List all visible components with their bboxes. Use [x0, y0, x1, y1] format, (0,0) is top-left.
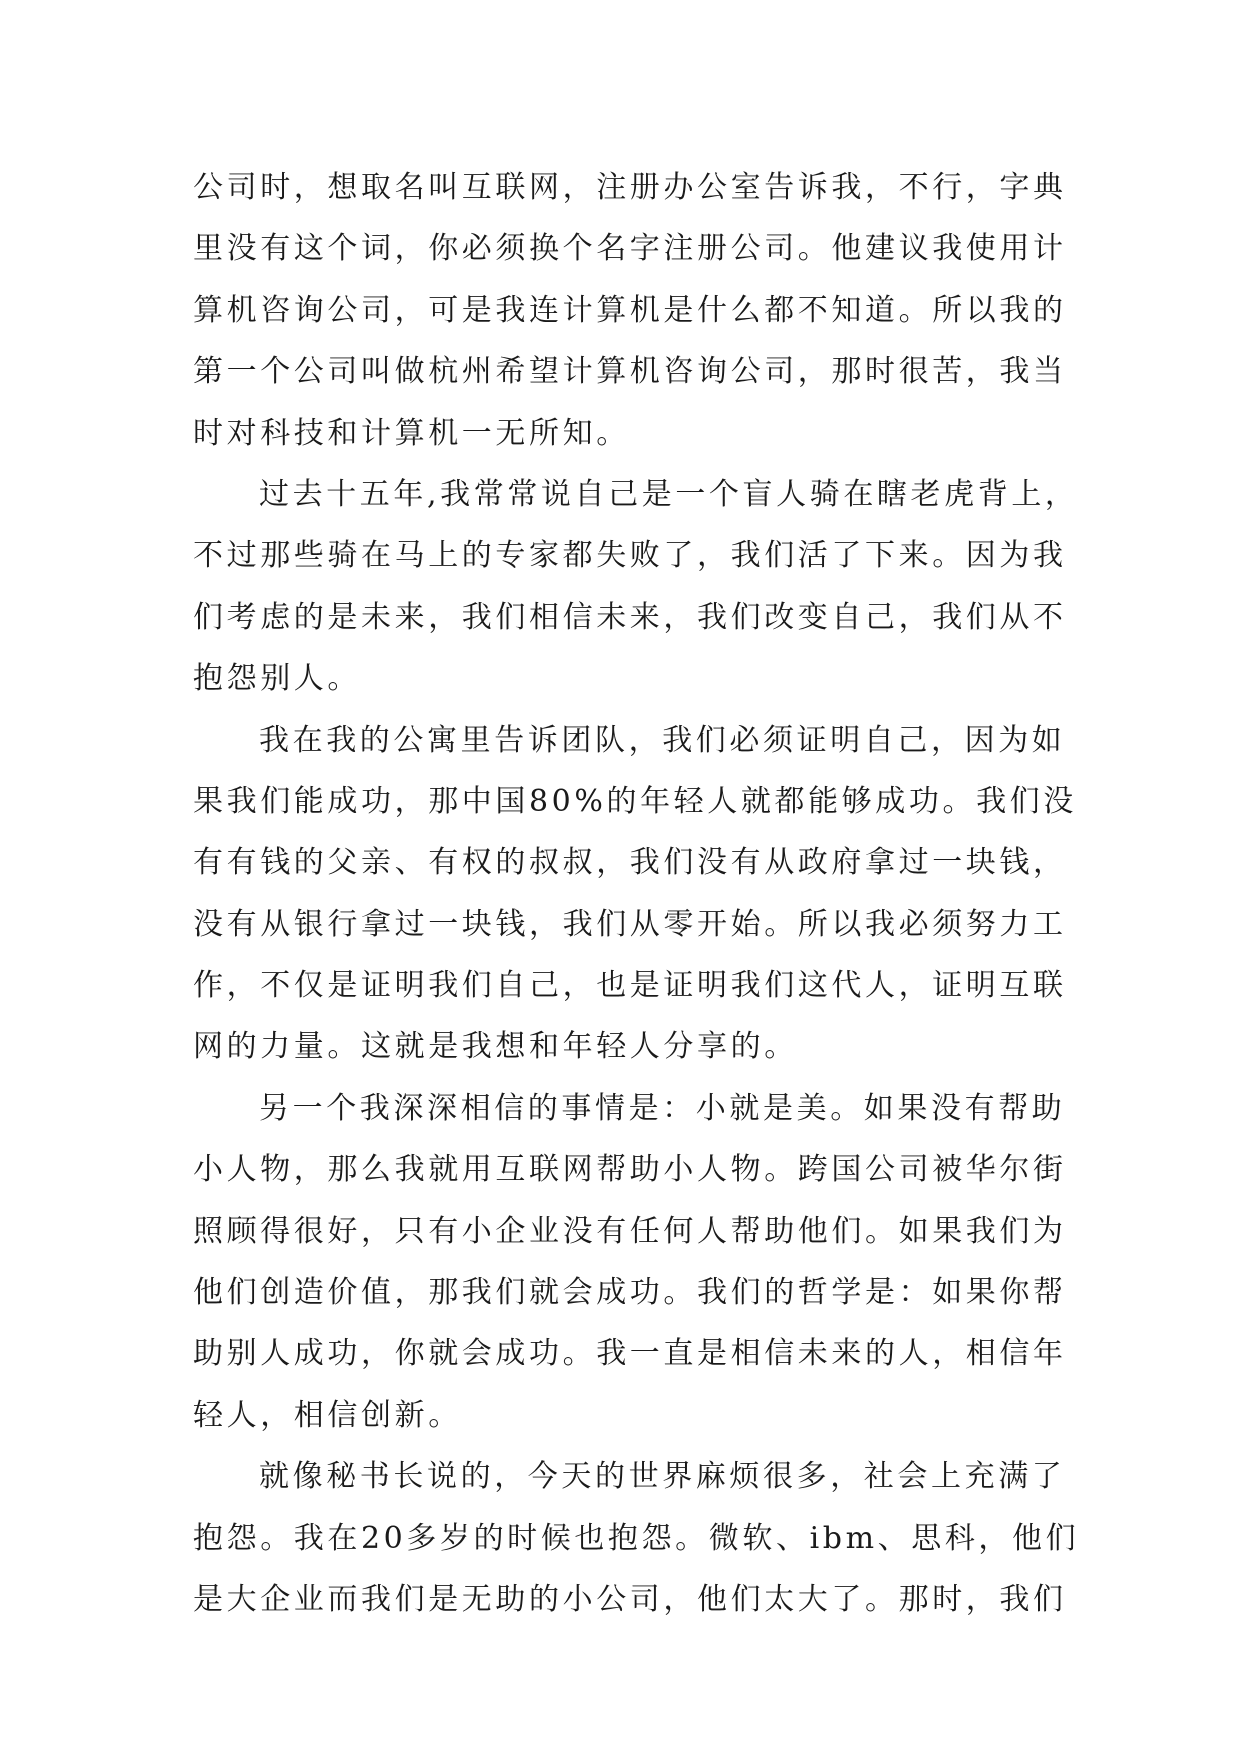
text-line: 助别人成功，你就会成功。我一直是相信未来的人，相信年	[193, 1336, 1067, 1372]
text-line: 抱怨别人。	[193, 661, 361, 697]
text-line: 另一个我深深相信的事情是：小就是美。如果没有帮助	[259, 1090, 1066, 1126]
text-line: 抱怨。我在20多岁的时候也抱怨。微软、ibm、思科，他们	[193, 1520, 1080, 1556]
text-line: 果我们能成功，那中国80%的年轻人就都能够成功。我们没	[193, 783, 1077, 819]
document-body	[193, 157, 1080, 1630]
text-line: 算机咨询公司，可是我连计算机是什么都不知道。所以我的	[193, 292, 1067, 328]
text-line: 有有钱的父亲、有权的叔叔，我们没有从政府拿过一块钱，	[193, 845, 1067, 881]
text-line: 轻人，相信创新。	[193, 1397, 462, 1433]
text-line: 公司时，想取名叫互联网，注册办公室告诉我，不行，字典	[193, 170, 1067, 205]
text-line: 不过那些骑在马上的专家都失败了，我们活了下来。因为我	[193, 538, 1067, 574]
text-line: 小人物，那么我就用互联网帮助小人物。跨国公司被华尔街	[193, 1152, 1067, 1188]
text-line: 就像秘书长说的，今天的世界麻烦很多，社会上充满了	[259, 1459, 1066, 1495]
text-line: 没有从银行拿过一块钱，我们从零开始。所以我必须努力工	[193, 906, 1067, 942]
text-line: 网的力量。这就是我想和年轻人分享的。	[193, 1029, 798, 1065]
text-line: 是大企业而我们是无助的小公司，他们太大了。那时，我们	[193, 1581, 1067, 1617]
text-line: 作，不仅是证明我们自己，也是证明我们这代人，证明互联	[193, 968, 1067, 1004]
text-line: 他们创造价值，那我们就会成功。我们的哲学是：如果你帮	[193, 1275, 1067, 1311]
text-line: 第一个公司叫做杭州希望计算机咨询公司，那时很苦，我当	[193, 354, 1067, 390]
text-line: 里没有这个词，你必须换个名字注册公司。他建议我使用计	[193, 231, 1067, 267]
text-line: 我在我的公寓里告诉团队，我们必须证明自己，因为如	[259, 722, 1066, 758]
text-line: 过去十五年,我常常说自己是一个盲人骑在瞎老虎背上，	[259, 476, 1079, 512]
text-line: 时对科技和计算机一无所知。	[193, 415, 630, 451]
text-line: 们考虑的是未来，我们相信未来，我们改变自己，我们从不	[193, 599, 1067, 635]
text-line: 照顾得很好，只有小企业没有任何人帮助他们。如果我们为	[193, 1213, 1067, 1249]
